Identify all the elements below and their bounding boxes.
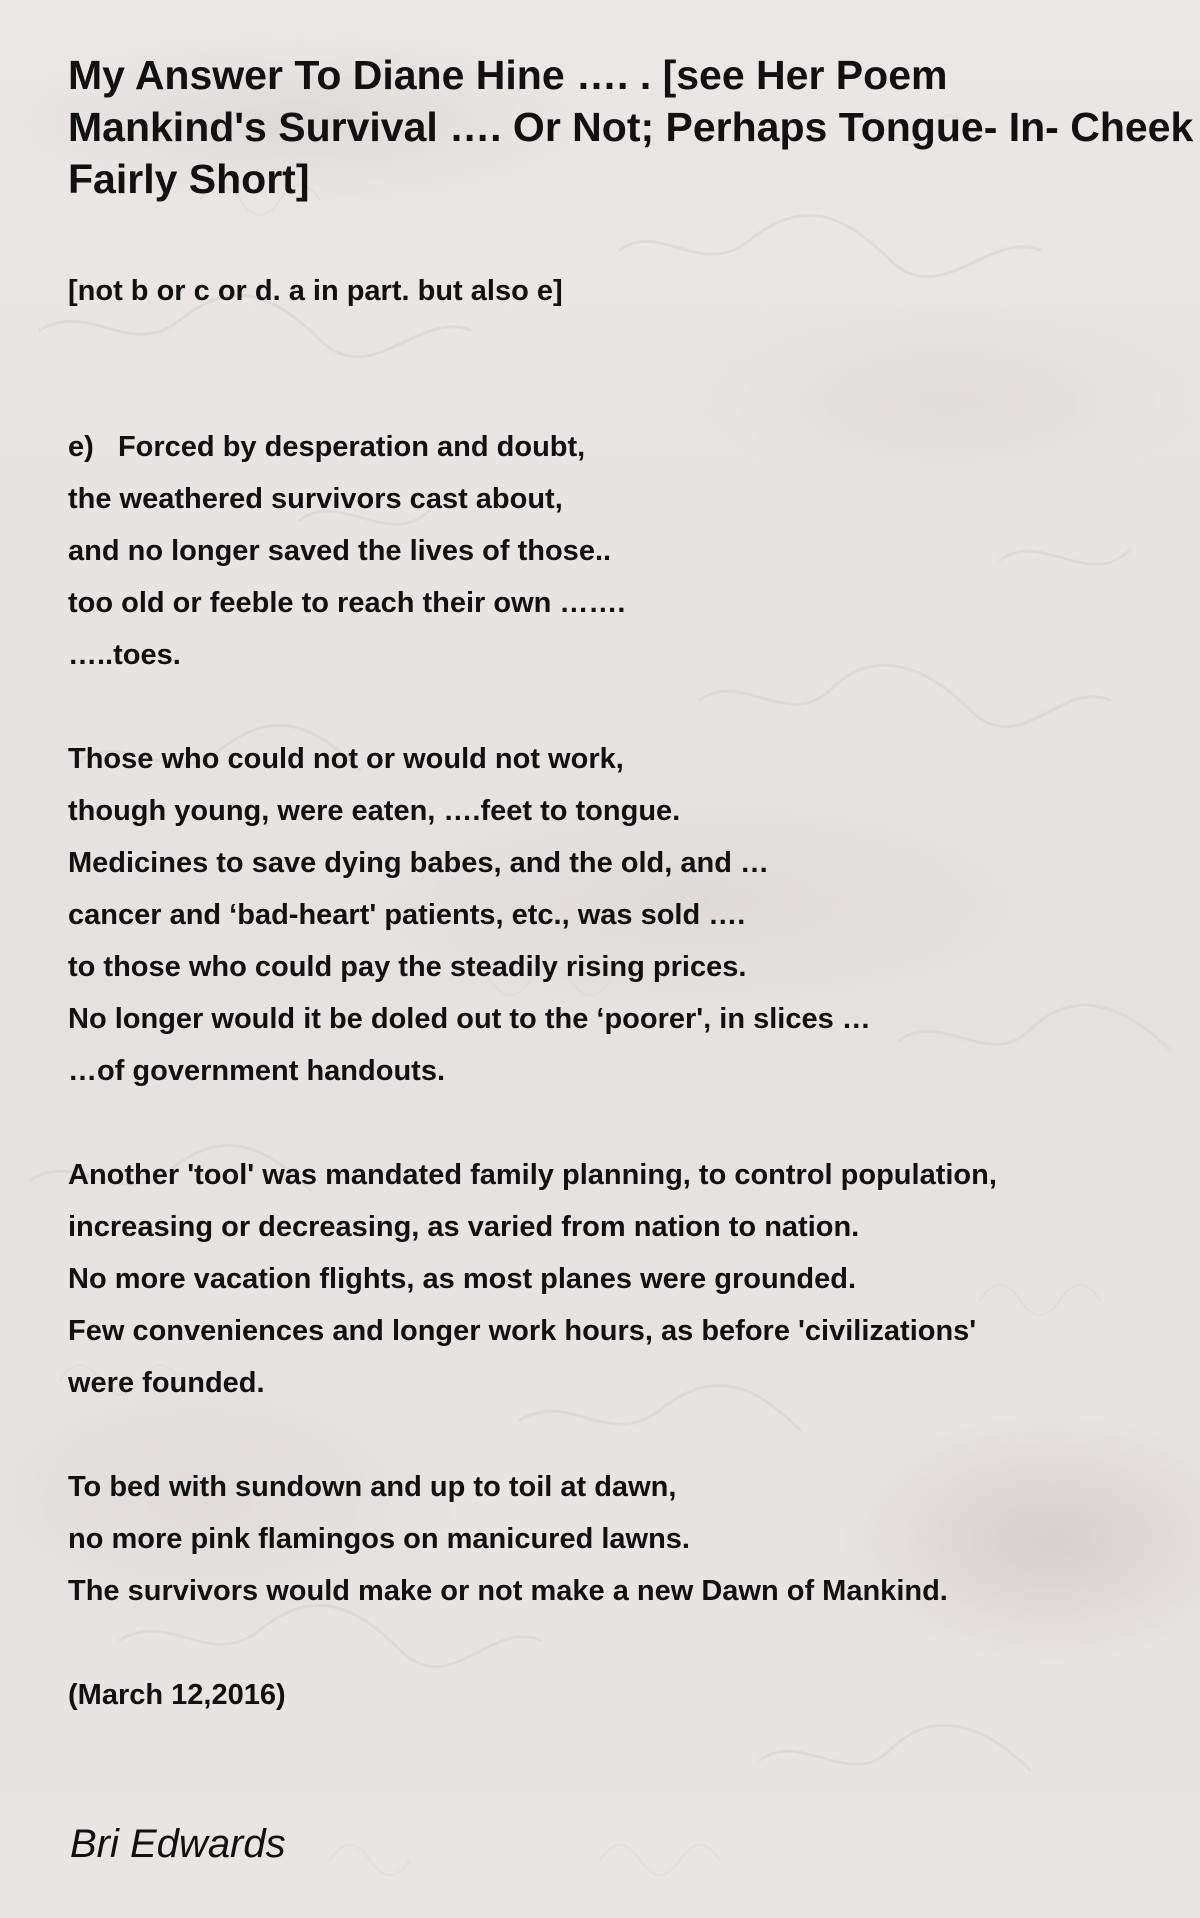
poem-line: e) Forced by desperation and doubt,	[68, 431, 586, 463]
stanza-1	[68, 421, 1200, 681]
poem-date: (March 12,2016)	[68, 1679, 286, 1711]
poem-content	[68, 50, 1200, 1721]
poem-title	[68, 50, 1200, 206]
poem-line: too old or feeble to reach their own …….	[68, 587, 626, 619]
stanza-break	[68, 1409, 1200, 1461]
poem-line: Another 'tool' was mandated family planning, to control population,	[68, 1159, 997, 1191]
poem-line: The survivors would make or not make a new Dawn of Mankind.	[68, 1575, 948, 1607]
stanza-3	[68, 1149, 1200, 1409]
poem-body	[68, 421, 1200, 1617]
title-line: Fairly Short]	[68, 156, 310, 202]
poem-line: cancer and ‘bad-heart' patients, etc., was sold ….	[68, 899, 746, 931]
stanza-4	[68, 1461, 1200, 1617]
poem-line: No longer would it be doled out to the ‘poorer', in slices …	[68, 1003, 871, 1035]
stanza-break	[68, 681, 1200, 733]
poem-line: No more vacation flights, as most planes were grounded.	[68, 1263, 856, 1295]
title-line: Mankind's Survival …. Or Not; Perhaps Tongue- In- Cheek	[68, 104, 1194, 150]
poem-line: Few conveniences and longer work hours, as before 'civilizations'	[68, 1315, 977, 1347]
poem-line: Medicines to save dying babes, and the old, and …	[68, 847, 769, 879]
poem-line: To bed with sundown and up to toil at dawn,	[68, 1471, 677, 1503]
poem-line: and no longer saved the lives of those..	[68, 535, 612, 567]
poem-line: …of government handouts.	[68, 1055, 445, 1087]
poem-line: though young, were eaten, ….feet to tongue.	[68, 795, 681, 827]
poem-author: Bri Edwards	[70, 1822, 286, 1866]
stanza-2	[68, 733, 1200, 1097]
poem-line: the weathered survivors cast about,	[68, 483, 563, 515]
poem-line: no more pink flamingos on manicured lawns.	[68, 1523, 690, 1555]
stanza-break	[68, 1097, 1200, 1149]
poem-line: were founded.	[68, 1367, 265, 1399]
poem-line: …..toes.	[68, 639, 181, 671]
poem-subtitle: [not b or c or d. a in part. but also e]	[68, 275, 563, 307]
poem-line: increasing or decreasing, as varied from nation to nation.	[68, 1211, 860, 1243]
poem-line: to those who could pay the steadily rising prices.	[68, 951, 747, 983]
poem-line: Those who could not or would not work,	[68, 743, 624, 775]
title-line: My Answer To Diane Hine …. . [see Her Poem	[68, 52, 948, 98]
